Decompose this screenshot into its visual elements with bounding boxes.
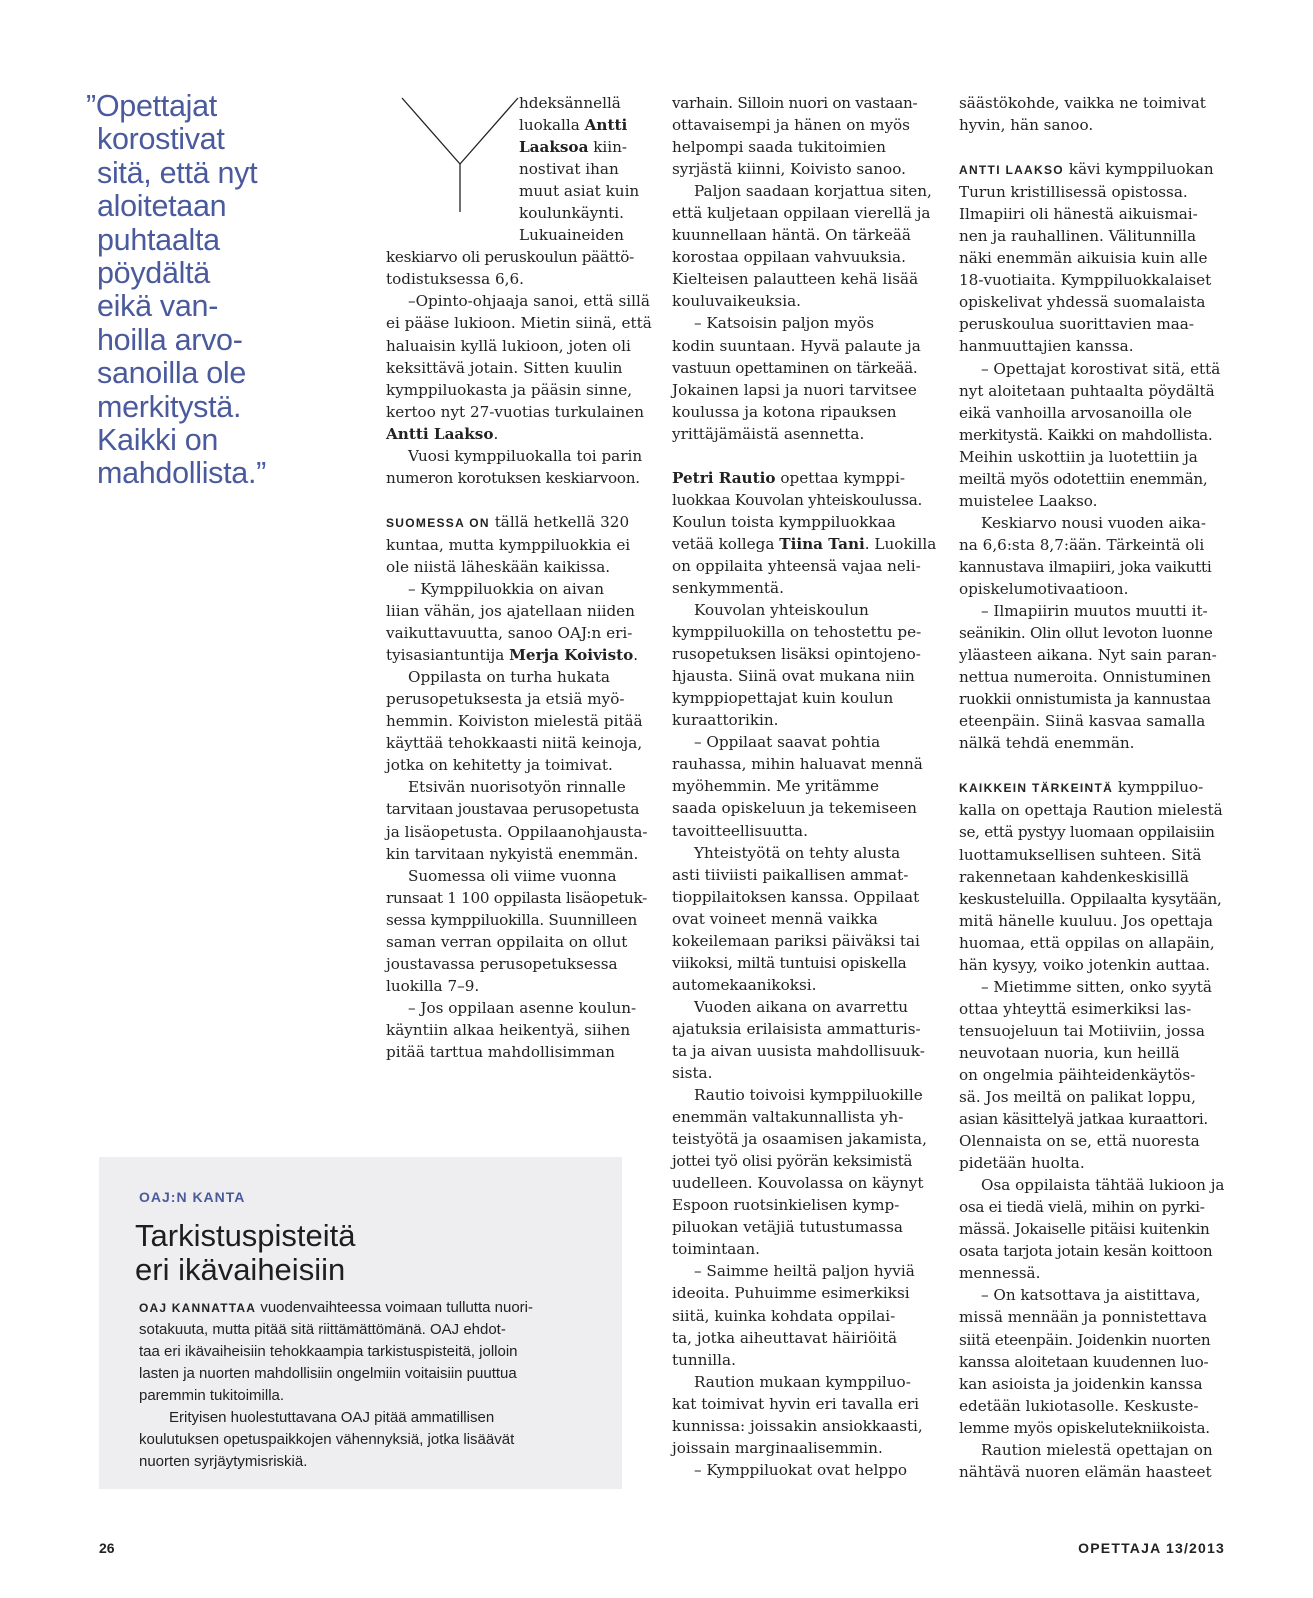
text-line: nuorten syrjäytymisriskiä. bbox=[139, 1453, 308, 1470]
text-line: Meihin uskottiin ja luotettiin ja bbox=[959, 447, 1198, 466]
text-line: perusopetuksesta ja etsiä myö- bbox=[386, 690, 625, 709]
text-line: luokalla Antti bbox=[519, 116, 628, 135]
name-bold: Antti Laakso bbox=[386, 424, 494, 443]
text-line: nähtävä nuoren elämän haasteet bbox=[959, 1462, 1212, 1481]
text-line: Antti Laakso. bbox=[386, 424, 499, 443]
text-line: kuntaa, mutta kymppiluokkia ei bbox=[386, 535, 631, 554]
sidebar-headline-line: Tarkistuspisteitä bbox=[135, 1218, 356, 1253]
text-line: säästökohde, vaikka ne toimivat bbox=[959, 94, 1206, 112]
text-line: koulunkäynti. bbox=[519, 204, 624, 223]
text-line: mässä. Jokaiselle pitäisi kuitenkin bbox=[959, 1220, 1210, 1239]
text-line: liian vähän, jos ajatellaan niiden bbox=[386, 602, 635, 621]
text-line: Erityisen huolestuttavana OAJ pitää ammatillisen bbox=[169, 1409, 495, 1426]
text-line: piluokan vetäjiä tutustumassa bbox=[672, 1218, 903, 1237]
text-line: meiltä myös odotettiin enemmän, bbox=[959, 469, 1208, 488]
text-line: kymppiopettajat kuin koulun bbox=[672, 689, 894, 708]
text-line: kuunnellaan häntä. On tärkeää bbox=[672, 226, 911, 245]
text-line: toimintaan. bbox=[672, 1240, 760, 1259]
lead-in: OAJ KANNATTAA bbox=[139, 1301, 257, 1315]
text-line: senkymmentä. bbox=[672, 578, 784, 597]
text-line: ovat voineet mennä vaikka bbox=[672, 909, 878, 928]
text-line: rakennetaan kahdenkeskisillä bbox=[959, 867, 1189, 886]
text-line: – Ilmapiirin muutos muutti it- bbox=[981, 602, 1208, 621]
text-line: syrjästä kiinni, Koivisto sanoo. bbox=[672, 160, 906, 179]
text-line: kin tarvitaan nykyistä enemmän. bbox=[386, 844, 639, 863]
sidebar-headline-line: eri ikävaiheisiin bbox=[135, 1252, 346, 1287]
text-line: sessa kymppiluokilla. Suunnilleen bbox=[386, 910, 637, 929]
text-line: rusopetuksen lisäksi opintojeno- bbox=[672, 645, 921, 664]
text-line: opiskelumotivaatioon. bbox=[959, 579, 1129, 598]
text-line: muistelee Laakso. bbox=[959, 491, 1098, 510]
text-line: opiskelivat yhdessä suomalaista bbox=[959, 293, 1206, 312]
page-number: 26 bbox=[99, 1540, 115, 1556]
text-line: missä mennään ja ponnistettava bbox=[959, 1308, 1208, 1327]
text-line: Suomessa oli viime vuonna bbox=[408, 866, 617, 885]
text-line: Yhteistyötä on tehty alusta bbox=[694, 843, 901, 862]
text-line: Paljon saadaan korjattua siten, bbox=[694, 182, 932, 201]
text-line: Vuosi kymppiluokalla toi parin bbox=[408, 446, 643, 465]
text-line: huomaa, että oppilas on allapäin, bbox=[959, 933, 1215, 952]
lead-in: ANTTI LAAKSO bbox=[959, 163, 1064, 178]
pull-quote-line: aloitetaan bbox=[97, 189, 227, 224]
text-line: –Opinto-ohjaaja sanoi, että sillä bbox=[408, 292, 650, 311]
text-line: yläasteen aikana. Nyt sain paran- bbox=[959, 646, 1217, 665]
text-line: Lukuaineiden bbox=[519, 226, 624, 245]
sidebar-headline bbox=[135, 1219, 595, 1287]
text-line: kat toimivat hyvin eri tavalla eri bbox=[672, 1394, 919, 1413]
text-line: 18-vuotiaita. Kymppiluokkalaiset bbox=[959, 271, 1212, 290]
text-line: keksittävä jotain. Sitten kuulin bbox=[386, 358, 623, 377]
text-line: nyt aloitetaan puhtaalta pöydältä bbox=[959, 381, 1215, 400]
text-line: kymppiluokasta ja pääsin sinne, bbox=[386, 380, 633, 399]
text-line: ANTTI LAAKSO kävi kymppiluokan bbox=[959, 160, 1214, 179]
name-bold: Laaksoa bbox=[519, 138, 589, 157]
lead-in: KAIKKEIN TÄRKEINTÄ bbox=[959, 781, 1114, 796]
pull-quote-line: sitä, että nyt bbox=[97, 155, 258, 190]
text-line: seänikin. Olin ollut levoton luonne bbox=[959, 624, 1213, 643]
text-line: myöhemmin. Me yritämme bbox=[672, 777, 880, 796]
text-line: tioppilaitoksen kanssa. Oppilaat bbox=[672, 887, 920, 906]
text-line: teistyötä ja osaamisen jakamista, bbox=[672, 1130, 927, 1149]
text-line: Jokainen lapsi ja nuori tarvitsee bbox=[672, 380, 917, 399]
text-line: saman verran oppilaita on ollut bbox=[386, 932, 628, 951]
text-line: keskiarvo oli peruskoulun päättö- bbox=[386, 248, 634, 267]
text-line: varhain. Silloin nuori on vastaan- bbox=[672, 94, 918, 112]
text-line: Vuoden aikana on avarrettu bbox=[694, 997, 909, 1016]
text-line: ja lisäopetusta. Oppilaanohjausta- bbox=[386, 822, 648, 841]
text-line: sä. Jos meiltä on palikat loppu, bbox=[959, 1088, 1196, 1107]
text-line: tarvitaan joustavaa perusopetusta bbox=[386, 800, 640, 819]
text-line: näki enemmän aikuisia kuin alle bbox=[959, 249, 1208, 268]
pull-quote-line: korostivat bbox=[97, 122, 225, 157]
pull-quote-line: eikä van- bbox=[97, 289, 219, 324]
text-line: – Saimme heiltä paljon hyviä bbox=[694, 1262, 915, 1281]
text-line: keskusteluilla. Oppilaalta kysytään, bbox=[959, 889, 1222, 908]
text-line: tunnilla. bbox=[672, 1350, 736, 1369]
text-line: pidetään huolta. bbox=[959, 1154, 1085, 1173]
pull-quote-line: ”Opettajat bbox=[86, 89, 217, 123]
text-line: – Jos oppilaan asenne koulun- bbox=[408, 998, 637, 1017]
text-line: vaikuttavuutta, sanoo OAJ:n eri- bbox=[386, 624, 633, 643]
text-line: muut asiat kuin bbox=[519, 182, 640, 201]
text-line: kymppiluokilla on tehostettu pe- bbox=[672, 623, 922, 642]
article-column-3 bbox=[959, 92, 1229, 1483]
magazine-issue: OPETTAJA 13/2013 bbox=[1078, 1540, 1225, 1556]
text-line: na 6,6:sta 8,7:ään. Tärkeintä oli bbox=[959, 535, 1205, 554]
text-line: hyvin, hän sanoo. bbox=[959, 116, 1094, 135]
text-line: enemmän valtakunnallista yh- bbox=[672, 1108, 904, 1127]
text-line: asian käsittelyä jatkaa kuraattori. bbox=[959, 1110, 1208, 1129]
text-line: se, että pystyy luomaan oppilaisiin bbox=[959, 823, 1215, 842]
text-line: nälkä tehdä enemmän. bbox=[959, 734, 1135, 753]
text-line: haluaisin kyllä lukioon, joten oli bbox=[386, 336, 631, 355]
text-line: mennessä. bbox=[959, 1264, 1041, 1283]
text-line: Raution mukaan kymppiluo- bbox=[694, 1372, 911, 1391]
text-line: hanmuuttajien kanssa. bbox=[959, 337, 1134, 356]
text-line: ideoita. Puhuimme esimerkiksi bbox=[672, 1284, 910, 1303]
text-line: Kielteisen palautteen kehä lisää bbox=[672, 270, 919, 289]
text-line: – Oppilaat saavat pohtia bbox=[694, 733, 881, 752]
text-line: kodin suuntaan. Hyvä palaute ja bbox=[672, 336, 921, 355]
text-line: käyttää tehokkaasti niitä keinoja, bbox=[386, 734, 643, 753]
text-line: Olennaista on se, että nuoresta bbox=[959, 1132, 1200, 1151]
text-line: kunnissa: joissakin ansiokkaasti, bbox=[672, 1416, 923, 1435]
text-line: hjausta. Siinä ovat mukana niin bbox=[672, 667, 915, 686]
text-line: on oppilaita yhteensä vajaa neli- bbox=[672, 556, 921, 575]
pull-quote-line: hoilla arvo- bbox=[97, 322, 243, 357]
text-line: – Opettajat korostivat sitä, että bbox=[981, 359, 1221, 378]
text-line: kertoo nyt 27-vuotias turkulainen bbox=[386, 402, 645, 421]
pull-quote-line: sanoilla ole bbox=[97, 356, 247, 391]
text-line: – On katsottava ja aistittava, bbox=[981, 1286, 1201, 1305]
text-line: saada opiskeluun ja tekemiseen bbox=[672, 799, 917, 818]
text-line: edetään lukiotasolle. Keskuste- bbox=[959, 1396, 1199, 1415]
text-line: koulutuksen opetuspaikkojen vähennyksiä, jotka lisäävät bbox=[139, 1431, 515, 1448]
text-line: lasten ja nuorten mahdollisiin ongelmiin voitaisiin puuttua bbox=[139, 1365, 517, 1382]
text-line: OAJ KANNATTAA vuodenvaihteessa voimaan tullutta nuori- bbox=[139, 1299, 533, 1316]
text-line: nostivat ihan bbox=[519, 160, 619, 179]
text-line: tavoitteellisuutta. bbox=[672, 821, 808, 840]
name-bold: Merja Koivisto bbox=[509, 646, 634, 665]
text-line: luokilla 7–9. bbox=[386, 976, 480, 995]
text-line: KAIKKEIN TÄRKEINTÄ kymppiluo- bbox=[959, 778, 1204, 797]
text-line: – Katsoisin paljon myös bbox=[694, 314, 874, 333]
text-line: luottamuksellisen suhteen. Sitä bbox=[959, 845, 1202, 864]
text-line: ta ja aivan uusista mahdollisuuk- bbox=[672, 1041, 925, 1060]
text-line: hemmin. Koiviston mielestä pitää bbox=[386, 712, 643, 731]
text-line: merkitystä. Kaikki on mahdollista. bbox=[959, 425, 1213, 444]
text-line: tensuojeluun tai Motiiviin, jossa bbox=[959, 1021, 1205, 1040]
text-line: jottei työ olisi pyörän keksimistä bbox=[672, 1152, 913, 1171]
text-line: vastuun opettaminen on tärkeää. bbox=[672, 358, 918, 377]
text-line: yrittäjämäistä asennetta. bbox=[672, 424, 865, 443]
text-line: runsaat 1 100 oppilasta lisäopetuk- bbox=[386, 888, 647, 907]
text-line: – Kymppiluokkia on aivan bbox=[408, 579, 605, 598]
sidebar-kicker: OAJ:N KANTA bbox=[139, 1189, 246, 1205]
text-line: todistuksessa 6,6. bbox=[386, 270, 524, 289]
text-line: ole niistä läheskään kaikissa. bbox=[386, 557, 611, 576]
text-line: – Kymppiluokat ovat helppo bbox=[694, 1460, 907, 1479]
text-line: uudelleen. Kouvolassa on käynyt bbox=[672, 1174, 924, 1193]
text-line: Raution mielestä opettajan on bbox=[981, 1440, 1213, 1459]
text-line: hän kysyy, voiko jotenkin auttaa. bbox=[959, 955, 1210, 974]
text-line: – Mietimme sitten, onko syytä bbox=[981, 977, 1212, 996]
text-line: nettua numeroita. Onnistuminen bbox=[959, 668, 1212, 687]
text-line: Kouvolan yhteiskoulun bbox=[694, 601, 869, 620]
text-line: siitä eteenpäin. Joidenkin nuorten bbox=[959, 1330, 1211, 1349]
pull-quote-line: Kaikki on bbox=[97, 423, 219, 458]
text-line: ajatuksia erilaisista ammatturis- bbox=[672, 1019, 921, 1038]
text-line: pitää tarttua mahdollisimman bbox=[386, 1042, 615, 1061]
text-line: Oppilasta on turha hukata bbox=[408, 668, 610, 687]
text-line: korostaa oppilaan vahvuuksia. bbox=[672, 248, 906, 267]
text-line: Osa oppilaista tähtää lukioon ja bbox=[981, 1176, 1225, 1195]
text-line: ottavaisempi ja hänen on myös bbox=[672, 116, 910, 135]
pull-quote bbox=[86, 90, 286, 491]
text-line: ruokkii onnistumista ja kannustaa bbox=[959, 690, 1211, 709]
text-line: viikoksi, miltä tuntuisi opiskella bbox=[672, 953, 907, 972]
text-line: eikä vanhoilla arvosanoilla ole bbox=[959, 403, 1192, 422]
text-line: peruskoulua suorittavien maa- bbox=[959, 315, 1194, 334]
name-bold: Tiina Tani bbox=[779, 534, 865, 553]
text-line: ei pääse lukioon. Mietin siinä, että bbox=[386, 314, 652, 333]
pull-quote-line: pöydältä bbox=[97, 256, 210, 291]
text-line: kan asioista ja joidenkin kanssa bbox=[959, 1374, 1203, 1393]
text-line: koulussa ja kotona ripauksen bbox=[672, 402, 897, 421]
name-bold: Antti bbox=[584, 116, 628, 135]
oaj-sidebar-box bbox=[99, 1157, 622, 1489]
article-column-2 bbox=[672, 92, 937, 1481]
text-line: sista. bbox=[672, 1064, 713, 1083]
text-line: Keskiarvo nousi vuoden aika- bbox=[981, 513, 1206, 532]
pull-quote-line: puhtaalta bbox=[97, 222, 220, 257]
text-line: taa eri ikävaiheisiin tehokkaampia tarkistuspisteitä, jolloin bbox=[139, 1343, 518, 1360]
lead-in: SUOMESSA ON bbox=[386, 515, 490, 530]
text-line: Turun kristillisessä opistossa. bbox=[959, 183, 1188, 202]
text-line: Etsivän nuorisotyön rinnalle bbox=[408, 778, 626, 797]
text-line: Espoon ruotsinkielisen kymp- bbox=[672, 1196, 900, 1215]
text-line: tyisasiantuntija Merja Koivisto. bbox=[386, 646, 639, 665]
text-line: käyntiin alkaa heikentyä, siihen bbox=[386, 1020, 631, 1039]
text-line: lemme myös opiskelutekniikoista. bbox=[959, 1418, 1210, 1437]
text-line: kanssa aloitetaan kuudennen luo- bbox=[959, 1352, 1209, 1371]
text-line: ta, jotka aiheuttavat häiriöitä bbox=[672, 1328, 898, 1347]
text-line: numeron korotuksen keskiarvoon. bbox=[386, 468, 640, 487]
text-line: Petri Rautio opettaa kymppi- bbox=[672, 468, 905, 487]
text-line: jotka on kehitetty ja toimivat. bbox=[386, 756, 613, 775]
text-line: neuvotaan nuoria, kun heillä bbox=[959, 1043, 1180, 1062]
text-line: on ongelmia päihteidenkäytös- bbox=[959, 1065, 1196, 1084]
text-line: asti tiiviisti paikallisen ammat- bbox=[672, 865, 909, 884]
text-line: että kuljetaan oppilaan vierellä ja bbox=[672, 204, 931, 223]
svg-text:Y: Y bbox=[400, 96, 401, 97]
text-line: Ilmapiiri oli hänestä aikuismai- bbox=[959, 205, 1198, 224]
text-line: joustavassa perusopetuksessa bbox=[386, 954, 618, 973]
text-line: kalla on opettaja Raution mielestä bbox=[959, 801, 1223, 820]
text-line: nen ja rauhallinen. Välitunnilla bbox=[959, 227, 1197, 246]
text-line: joissain marginaalisemmin. bbox=[672, 1438, 883, 1457]
text-line: luokkaa Kouvolan yhteiskoulussa. bbox=[672, 490, 922, 509]
text-line: eteenpäin. Siinä kasvaa samalla bbox=[959, 712, 1206, 731]
text-line: osa ei tiedä vielä, mihin on pyrki- bbox=[959, 1198, 1205, 1217]
text-line: sotakuuta, mutta pitää sitä riittämättömänä. OAJ ehdot- bbox=[139, 1321, 506, 1338]
text-line: ottaa yhteyttä esimerkiksi las- bbox=[959, 999, 1192, 1018]
pull-quote-line: merkitystä. bbox=[97, 389, 242, 424]
text-line: rauhassa, mihin haluavat mennä bbox=[672, 755, 923, 774]
text-line: SUOMESSA ON tällä hetkellä 320 bbox=[386, 512, 630, 531]
text-line: kuraattorikin. bbox=[672, 711, 779, 730]
pull-quote-line: mahdollista.” bbox=[97, 456, 267, 491]
text-line: Koulun toista kymppiluokkaa bbox=[672, 512, 896, 531]
text-line: kannustava ilmapiiri, joka vaikutti bbox=[959, 557, 1212, 576]
text-line: Laaksoa kiin- bbox=[519, 138, 628, 157]
text-line: kokeilemaan pariksi päiväksi tai bbox=[672, 931, 920, 950]
text-line: automekaanikoksi. bbox=[672, 975, 817, 994]
text-line: kouluvaikeuksia. bbox=[672, 292, 801, 311]
name-bold: Petri Rautio bbox=[672, 468, 776, 487]
article-column-1 bbox=[386, 92, 652, 1063]
text-line: helpompi saada tukitoimien bbox=[672, 138, 886, 157]
text-line: paremmin tukitoimilla. bbox=[139, 1387, 285, 1404]
text-line: siitä, kuinka kohdata oppilai- bbox=[672, 1306, 896, 1325]
text-line: mitä hänelle kuuluu. Jos opettaja bbox=[959, 911, 1213, 930]
text-line: Rautio toivoisi kymppiluokille bbox=[694, 1086, 923, 1105]
text-line: vetää kollega Tiina Tani. Luokilla bbox=[672, 534, 937, 553]
sidebar-body bbox=[139, 1297, 589, 1473]
text-line: hdeksännellä bbox=[519, 94, 621, 112]
text-line: osata tarjota jotain kesän koittoon bbox=[959, 1242, 1213, 1261]
